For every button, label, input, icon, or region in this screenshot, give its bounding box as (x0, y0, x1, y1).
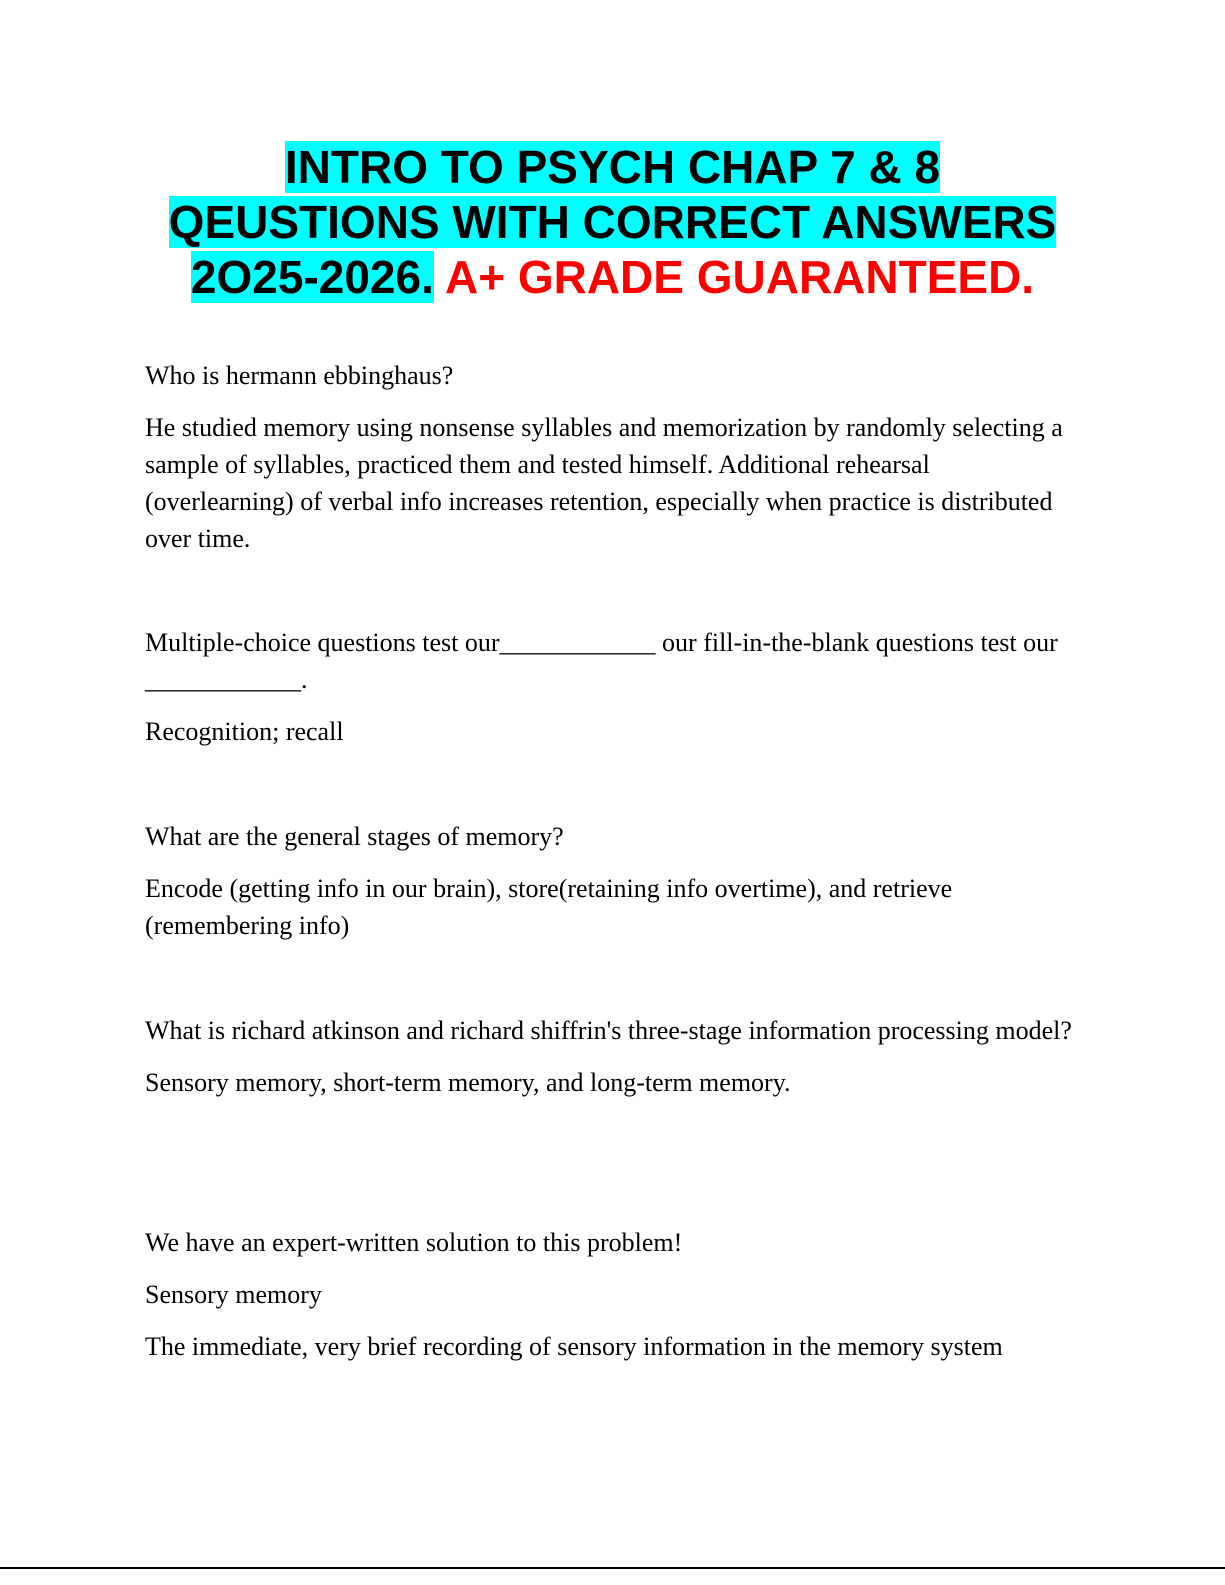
page-bottom-rule (0, 1567, 1225, 1569)
spacer (145, 944, 1080, 1012)
title-year-text: 2O25-2026. (190, 251, 434, 303)
title-line-3 (0, 250, 1225, 305)
question-text: Multiple-choice questions test our____________ our fill-in-the-blank questions test our ____________. (145, 628, 1058, 694)
spacer (145, 750, 1080, 818)
question-text: Who is hermann ebbinghaus? (145, 361, 454, 390)
answer-text: Sensory memory, short-term memory, and long-term memory. (145, 1068, 791, 1097)
spacer (145, 1101, 1080, 1224)
flashcard-term: Sensory memory (145, 1280, 322, 1309)
answer-text: He studied memory using nonsense syllables and memorization by randomly selecting a sample of syllables, practiced them and tested himself. Additional rehearsal (overlearning) of verbal info increases retention, especially when practice is distributed over time. (145, 413, 1063, 553)
title-line-1-text: INTRO TO PSYCH CHAP 7 & 8 (284, 141, 941, 193)
title-guarantee-text: A+ GRADE GUARANTEED. (444, 251, 1035, 303)
expert-solution-note: We have an expert-written solution to this problem! (145, 1228, 683, 1257)
title-line-1 (0, 140, 1225, 195)
question-text: What are the general stages of memory? (145, 822, 564, 851)
title-line-2-text: QEUSTIONS WITH CORRECT ANSWERS (168, 196, 1057, 248)
answer-text: Encode (getting info in our brain), store(retaining info overtime), and retrieve (remembering info) (145, 874, 953, 940)
answer-text: Recognition; recall (145, 717, 344, 746)
spacer (145, 557, 1080, 624)
title-line-2 (0, 195, 1225, 250)
document-title (0, 140, 1225, 305)
document-body (145, 357, 1080, 1365)
question-text: What is richard atkinson and richard shiffrin's three-stage information processing model? (145, 1016, 1072, 1045)
flashcard-definition: The immediate, very brief recording of sensory information in the memory system (145, 1332, 1003, 1361)
